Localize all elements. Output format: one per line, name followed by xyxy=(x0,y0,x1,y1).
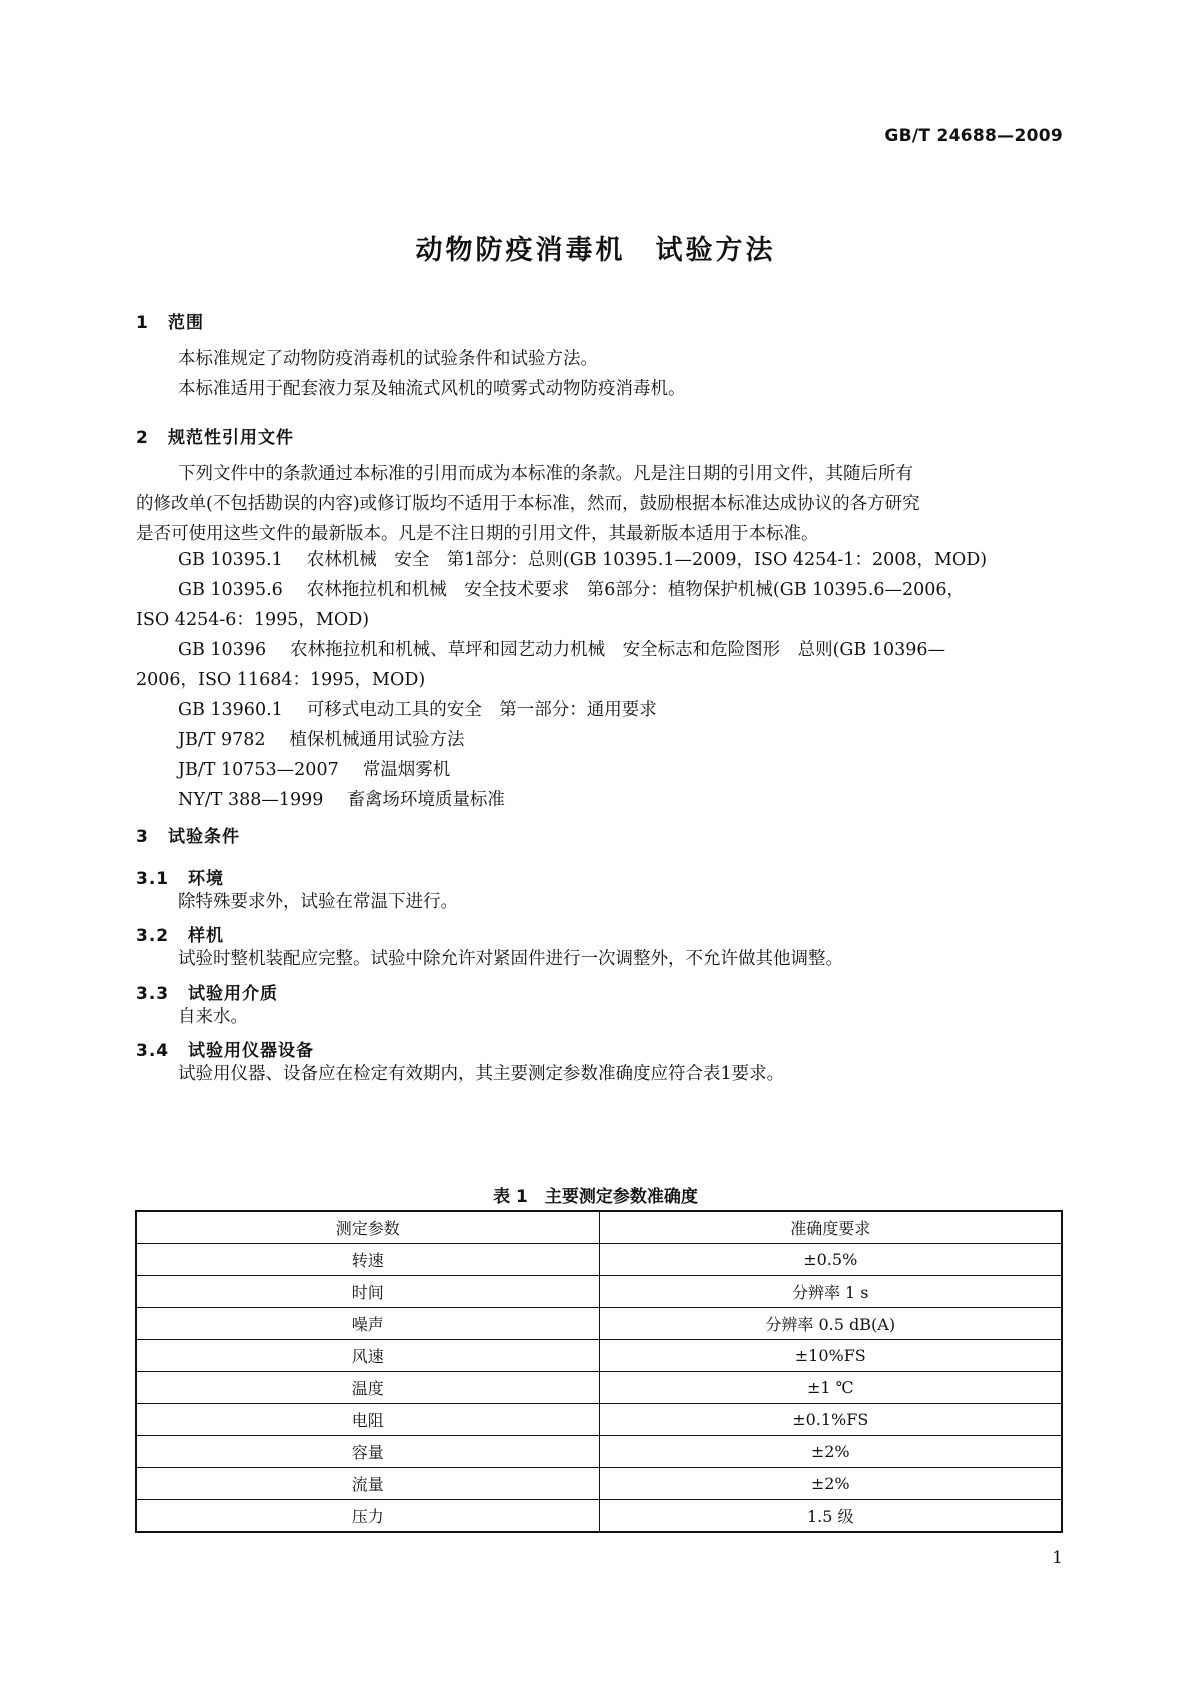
section-2-intro xyxy=(136,459,1062,549)
section-2-heading xyxy=(136,423,294,448)
section-3-heading xyxy=(136,822,240,847)
reference-code: NY/T 388—1999 xyxy=(178,790,324,810)
subsection-3-3-heading xyxy=(136,979,278,1004)
reference-item xyxy=(136,635,1062,665)
paragraph: 自来水。 xyxy=(178,1007,248,1027)
reference-continuation: 2006，ISO 11684：1995，MOD) xyxy=(136,670,426,690)
reference-title: 农林拖拉机和机械、草坪和园艺动力机械 安全标志和危险图形 总则(GB 10396— xyxy=(290,640,945,660)
standard-code: GB/T 24688—2009 xyxy=(884,126,1063,146)
subsection-3-2-body xyxy=(136,944,1104,974)
reference-continuation: ISO 4254-6：1995，MOD) xyxy=(136,610,370,630)
reference-item xyxy=(136,755,1062,785)
reference-item xyxy=(136,785,1062,815)
parameter-cell: 温度 xyxy=(136,1372,599,1404)
accuracy-table xyxy=(135,1210,1063,1533)
parameter-cell: 压力 xyxy=(136,1500,599,1533)
accuracy-cell: 分辨率 1 s xyxy=(599,1276,1062,1308)
subsection-title: 试验用介质 xyxy=(188,984,278,1004)
paragraph-line: 下列文件中的条款通过本标准的引用而成为本标准的条款。凡是注日期的引用文件，其随后所有 xyxy=(178,464,913,484)
reference-code: GB 10396 xyxy=(178,640,267,660)
paragraph-line: 是否可使用这些文件的最新版本。凡是不注日期的引用文件，其最新版本适用于本标准。 xyxy=(136,524,819,544)
paragraph: 本标准适用于配套液力泵及轴流式风机的喷雾式动物防疫消毒机。 xyxy=(178,379,686,399)
parameter-cell: 噪声 xyxy=(136,1308,599,1340)
reference-title: 植保机械通用试验方法 xyxy=(289,730,465,750)
accuracy-cell: ±1 ℃ xyxy=(599,1372,1062,1404)
subsection-title: 环境 xyxy=(188,869,224,889)
subsection-3-1-heading xyxy=(136,864,224,889)
section-1-body xyxy=(136,344,1104,404)
subsection-3-4-body xyxy=(136,1059,1104,1089)
accuracy-cell: ±0.5% xyxy=(599,1244,1062,1276)
table-row xyxy=(136,1500,1062,1533)
reference-item xyxy=(136,695,1062,725)
table-caption: 表 1 主要测定参数准确度 xyxy=(493,1187,698,1207)
section-number: 1 xyxy=(136,313,149,333)
table-header-row xyxy=(136,1211,1062,1244)
normative-references xyxy=(136,545,1062,815)
accuracy-cell: ±10%FS xyxy=(599,1340,1062,1372)
paragraph: 本标准规定了动物防疫消毒机的试验条件和试验方法。 xyxy=(178,349,598,369)
accuracy-cell: 1.5 级 xyxy=(599,1500,1062,1533)
reference-title: 常温烟雾机 xyxy=(362,760,451,780)
reference-title: 畜禽场环境质量标准 xyxy=(347,790,505,810)
accuracy-cell: 分辨率 0.5 dB(A) xyxy=(599,1308,1062,1340)
subsection-number: 3.3 xyxy=(136,984,170,1004)
subsection-title: 样机 xyxy=(188,926,224,946)
paragraph: 除特殊要求外，试验在常温下进行。 xyxy=(178,892,458,912)
section-number: 3 xyxy=(136,827,149,847)
reference-code: JB/T 9782 xyxy=(178,730,266,750)
parameter-cell: 转速 xyxy=(136,1244,599,1276)
column-header: 测定参数 xyxy=(136,1211,599,1244)
section-title: 规范性引用文件 xyxy=(168,428,294,448)
table-row xyxy=(136,1244,1062,1276)
section-1-heading xyxy=(136,308,204,333)
table-row xyxy=(136,1340,1062,1372)
section-number: 2 xyxy=(136,428,149,448)
table-row xyxy=(136,1276,1062,1308)
accuracy-cell: ±2% xyxy=(599,1436,1062,1468)
column-header: 准确度要求 xyxy=(599,1211,1062,1244)
reference-title: 农林拖拉机和机械 安全技术要求 第6部分：植物保护机械(GB 10395.6—2006， xyxy=(306,580,965,600)
subsection-3-2-heading xyxy=(136,921,224,946)
subsection-title: 试验用仪器设备 xyxy=(188,1041,314,1061)
reference-title: 农林机械 安全 第1部分：总则(GB 10395.1—2009，ISO 4254-1：2008，MOD) xyxy=(306,550,988,570)
parameter-cell: 时间 xyxy=(136,1276,599,1308)
section-title: 范围 xyxy=(168,313,204,333)
paragraph: 试验时整机装配应完整。试验中除允许对紧固件进行一次调整外，不允许做其他调整。 xyxy=(178,949,843,969)
paragraph-line: 的修改单(不包括勘误的内容)或修订版均不适用于本标准，然而，鼓励根据本标准达成协议的各方研究 xyxy=(136,494,920,514)
reference-title: 可移式电动工具的安全 第一部分：通用要求 xyxy=(306,700,657,720)
page-number: 1 xyxy=(1052,1548,1063,1568)
subsection-number: 3.2 xyxy=(136,926,170,946)
parameter-cell: 流量 xyxy=(136,1468,599,1500)
table-row xyxy=(136,1436,1062,1468)
section-title: 试验条件 xyxy=(168,827,240,847)
table-row xyxy=(136,1468,1062,1500)
subsection-3-3-body xyxy=(136,1002,1104,1032)
reference-item xyxy=(136,725,1062,755)
subsection-number: 3.1 xyxy=(136,869,170,889)
reference-code: GB 10395.6 xyxy=(178,580,283,600)
reference-item xyxy=(136,575,1062,605)
reference-code: JB/T 10753—2007 xyxy=(178,760,339,780)
parameter-cell: 电阻 xyxy=(136,1404,599,1436)
accuracy-cell: ±2% xyxy=(599,1468,1062,1500)
table-row xyxy=(136,1308,1062,1340)
paragraph: 试验用仪器、设备应在检定有效期内，其主要测定参数准确度应符合表1要求。 xyxy=(178,1064,785,1084)
subsection-number: 3.4 xyxy=(136,1041,170,1061)
reference-code: GB 13960.1 xyxy=(178,700,283,720)
parameter-cell: 容量 xyxy=(136,1436,599,1468)
table-row xyxy=(136,1372,1062,1404)
table-row xyxy=(136,1404,1062,1436)
parameter-cell: 风速 xyxy=(136,1340,599,1372)
reference-item xyxy=(136,545,1062,575)
subsection-3-4-heading xyxy=(136,1036,314,1061)
document-title: 动物防疫消毒机 试验方法 xyxy=(415,235,776,266)
reference-code: GB 10395.1 xyxy=(178,550,283,570)
subsection-3-1-body xyxy=(136,887,1104,917)
accuracy-cell: ±0.1%FS xyxy=(599,1404,1062,1436)
